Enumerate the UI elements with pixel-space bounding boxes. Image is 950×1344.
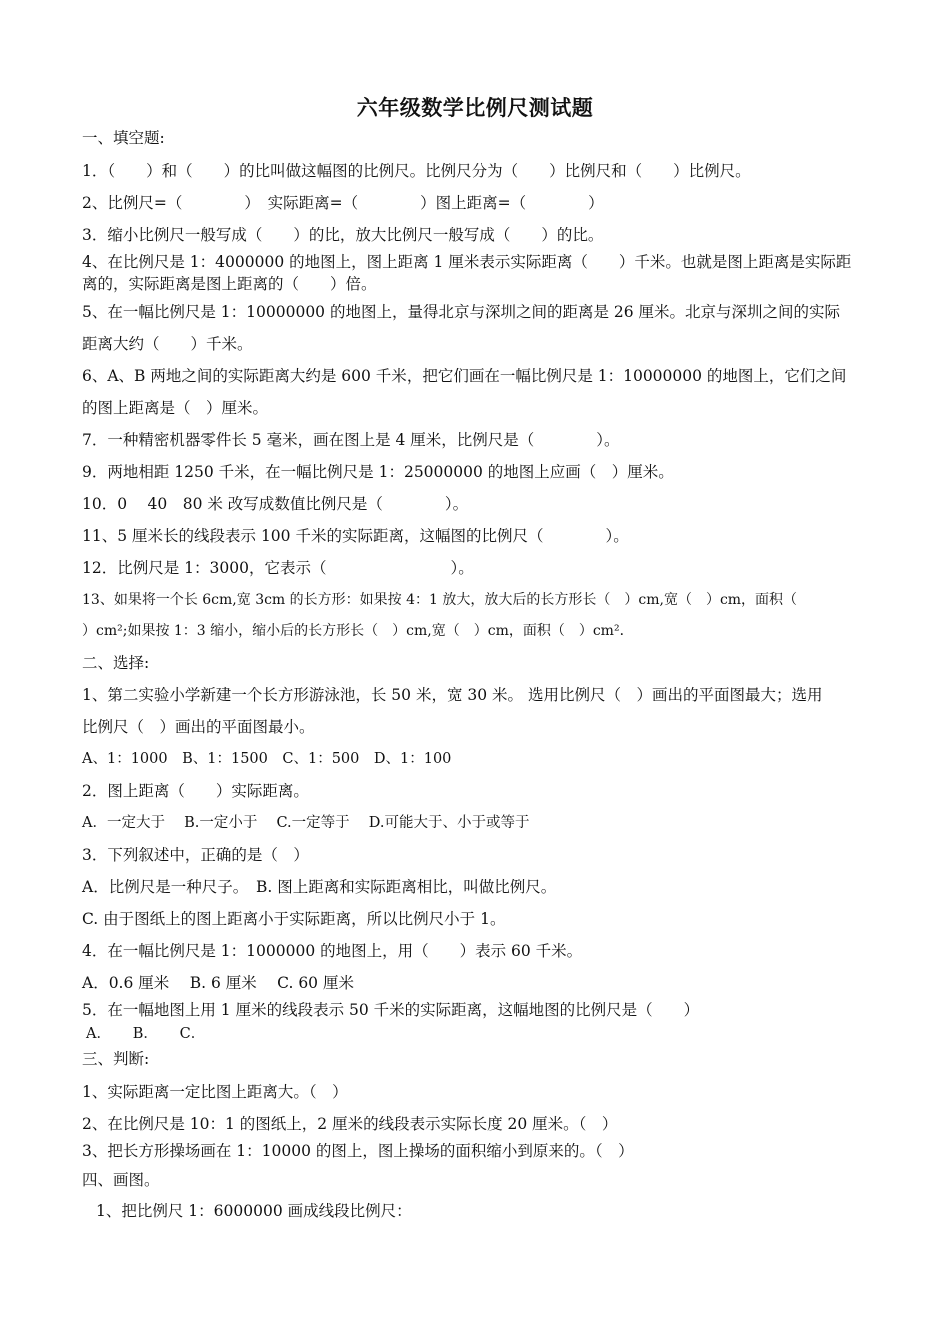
fill-question-13-line-1: 13、如果将一个长 6cm,宽 3cm 的长方形：如果按 4：1 放大，放大后的长方形长（ ）cm,宽（ ）cm，面积（ [82, 592, 798, 608]
choice-question-1-line-2: 比例尺（ ）画出的平面图最小。 [82, 718, 315, 736]
choice-question-2-options: A．一定大于 B.一定小于 C.一定等于 D.可能大于、小于或等于 [82, 815, 530, 831]
fill-question-4-line-2: 离的，实际距离是图上距离的（ ）倍。 [82, 275, 377, 293]
choice-question-3-options-ab: A．比例尺是一种尺子。 B. 图上距离和实际距离相比，叫做比例尺。 [82, 878, 557, 896]
fill-question-12: 12．比例尺是 1：3000，它表示（ ）。 [82, 559, 474, 577]
choice-question-1-options: A、1：1000 B、1：1500 C、1：500 D、1：100 [82, 751, 452, 767]
choice-question-5-options: A． B． C． [86, 1026, 206, 1042]
fill-question-5-line-2: 距离大约（ ）千米。 [82, 335, 253, 353]
fill-question-6-line-1: 6、A、B 两地之间的实际距离大约是 600 千米，把它们画在一幅比例尺是 1：10000000 的地图上，它们之间 [82, 367, 847, 385]
judge-question-1: 1、实际距离一定比图上距离大。（ ） [82, 1083, 348, 1101]
section-fill-heading: 一、填空题: [82, 129, 165, 147]
page-title: 六年级数学比例尺测试题 [356, 96, 594, 120]
choice-question-4-options: A．0.6 厘米 B. 6 厘米 C. 60 厘米 [82, 974, 354, 992]
choice-question-3: 3．下列叙述中，正确的是（ ） [82, 846, 309, 864]
fill-question-5-line-1: 5、在一幅比例尺是 1：10000000 的地图上，量得北京与深圳之间的距离是 26 厘米。北京与深圳之间的实际 [82, 303, 841, 321]
fill-question-13-line-2: ）cm²;如果按 1：3 缩小，缩小后的长方形长（ ）cm,宽（ ）cm，面积（ ）cm²． [82, 623, 634, 639]
choice-question-2: 2．图上距离（ ）实际距离。 [82, 782, 309, 800]
fill-question-4-line-1: 4、在比例尺是 1：4000000 的地图上，图上距离 1 厘米表示实际距离（ ）千米。也就是图上距离是实际距 [82, 253, 852, 271]
fill-question-7: 7．一种精密机器零件长 5 毫米，画在图上是 4 厘米，比例尺是（ ）。 [82, 431, 620, 449]
draw-question-1: 1、把比例尺 1：6000000 画成线段比例尺： [96, 1202, 412, 1220]
fill-question-6-line-2: 的图上距离是（ ）厘米。 [82, 399, 269, 417]
section-draw-heading: 四、画图。 [82, 1171, 160, 1189]
judge-question-2: 2、在比例尺是 10：1 的图纸上，2 厘米的线段表示实际长度 20 厘米。（ ） [82, 1115, 618, 1133]
fill-question-1: 1．（ ）和（ ）的比叫做这幅图的比例尺。比例尺分为（ ）比例尺和（ ）比例尺。 [82, 162, 751, 180]
fill-question-3: 3．缩小比例尺一般写成（ ）的比，放大比例尺一般写成（ ）的比。 [82, 226, 604, 244]
section-judge-heading: 三、判断: [82, 1050, 150, 1068]
choice-question-1-line-1: 1、第二实验小学新建一个长方形游泳池，长 50 米，宽 30 米。 选用比例尺（ ）画出的平面图最大；选用 [82, 686, 823, 704]
choice-question-4: 4．在一幅比例尺是 1：1000000 的地图上，用（ ）表示 60 千米。 [82, 942, 583, 960]
choice-question-3-option-c: C. 由于图纸上的图上距离小于实际距离，所以比例尺小于 1。 [82, 910, 506, 928]
fill-question-10: 10．0 40 80 米 改写成数值比例尺是（ ）。 [82, 495, 469, 513]
fill-question-9: 9．两地相距 1250 千米，在一幅比例尺是 1：25000000 的地图上应画（ ）厘米。 [82, 463, 674, 481]
fill-question-11: 11、5 厘米长的线段表示 100 千米的实际距离，这幅图的比例尺（ ）。 [82, 527, 629, 545]
fill-question-2: 2、比例尺=（ ） 实际距离=（ ）图上距离=（ ） [82, 194, 604, 212]
section-choice-heading: 二、选择: [82, 654, 150, 672]
judge-question-3: 3、把长方形操场画在 1：10000 的图上，图上操场的面积缩小到原来的。（ ） [82, 1142, 634, 1160]
choice-question-5: 5．在一幅地图上用 1 厘米的线段表示 50 千米的实际距离，这幅地图的比例尺是（ ） [82, 1001, 700, 1019]
